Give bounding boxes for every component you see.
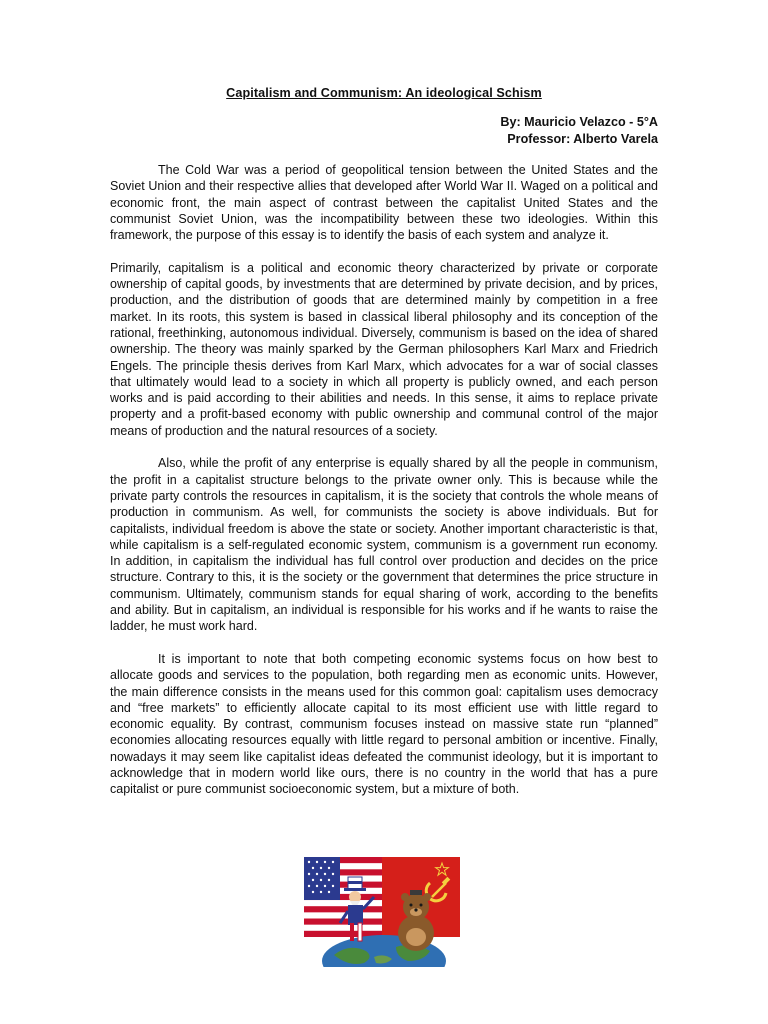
paragraph-2: Primarily, capitalism is a political and economic theory characterized by private or corporate ownership of capital goods, by investments that are determined by private decision, and by prices, production, and the distribution of goods that are determined mainly by competition in a free market. In its roots, this system is based in classical liberal philosophy and its conception of the rational, freethinking, autonomous individual. Diversely, communism is based on the idea of shared ownership. The theory was mainly sparked by the German philosophers Karl Marx and Friedrich Engels. The principle thesis derives from Karl Marx, which advocates for a war of social classes that ultimately would lead to a society in which all property is publicly owned, and each person works and is paid according to their abilities and needs. In this sense, it aims to replace private property and a profit-based economy with public ownership and communal control of the major means of production and the natural resources of a society. bbox=[110, 260, 658, 438]
essay-body bbox=[110, 162, 658, 814]
paragraph-1: The Cold War was a period of geopolitical tension between the United States and the Soviet Union and their respective allies that developed after World War II. Waged on a political and economic front, the main aspect of contrast between the capitalist United States and the communist Soviet Union, was the incompatibility between these two ideologies. Within this framework, the purpose of this essay is to identify the basis of each system and analyze it. bbox=[110, 163, 658, 243]
cold-war-illustration bbox=[304, 857, 460, 967]
paragraph-4: It is important to note that both competing economic systems focus on how best to allocate goods and services to the population, both regarding men as economic units. However, the main difference consists in the means used for this common goal: capitalism uses democracy and “free markets” to efficiently allocate capital to its most efficient use with little regard to economic equality. By contrast, communism focuses instead on massive state run “planned” economies allocating resources equally with little regard to personal ambition or incentive. Finally, nowadays it may seem like capitalist ideas defeated the communist ideology, but it is important to acknowledge that in modern world like ours, there is no country in the world that has a pure capitalist or pure communist socioeconomic system, but a mixture of both. bbox=[110, 651, 658, 797]
bear-figure bbox=[398, 890, 434, 951]
document-title: Capitalism and Communism: An ideological Schism bbox=[226, 86, 542, 100]
author-line: By: Mauricio Velazco - 5°A bbox=[500, 115, 658, 129]
byline bbox=[500, 114, 658, 148]
professor-line: Professor: Alberto Varela bbox=[507, 132, 658, 146]
paragraph-3: Also, while the profit of any enterprise is equally shared by all the people in communism, the profit in a capitalist structure belongs to the private owner only. This is because while the private party controls the resources in capitalism, it is the society that controls the whole means of production in communism. As well, for communists the society is above individuals. But for capitalists, individual freedom is above the state or society. Another important characteristic is that, while capitalism is a self-regulated economic system, communism is a government run economy. In addition, in capitalism the individual has full control over production and decides on the price structure. Contrary to this, it is the society or the government that determines the price structure in communism. Ultimately, communism stands for equal sharing of work, according to the benefits and ability. But in capitalism, an individual is responsible for his works and if he wants to raise the ladder, he must work hard. bbox=[110, 456, 658, 634]
us-flag-canton bbox=[304, 857, 340, 900]
